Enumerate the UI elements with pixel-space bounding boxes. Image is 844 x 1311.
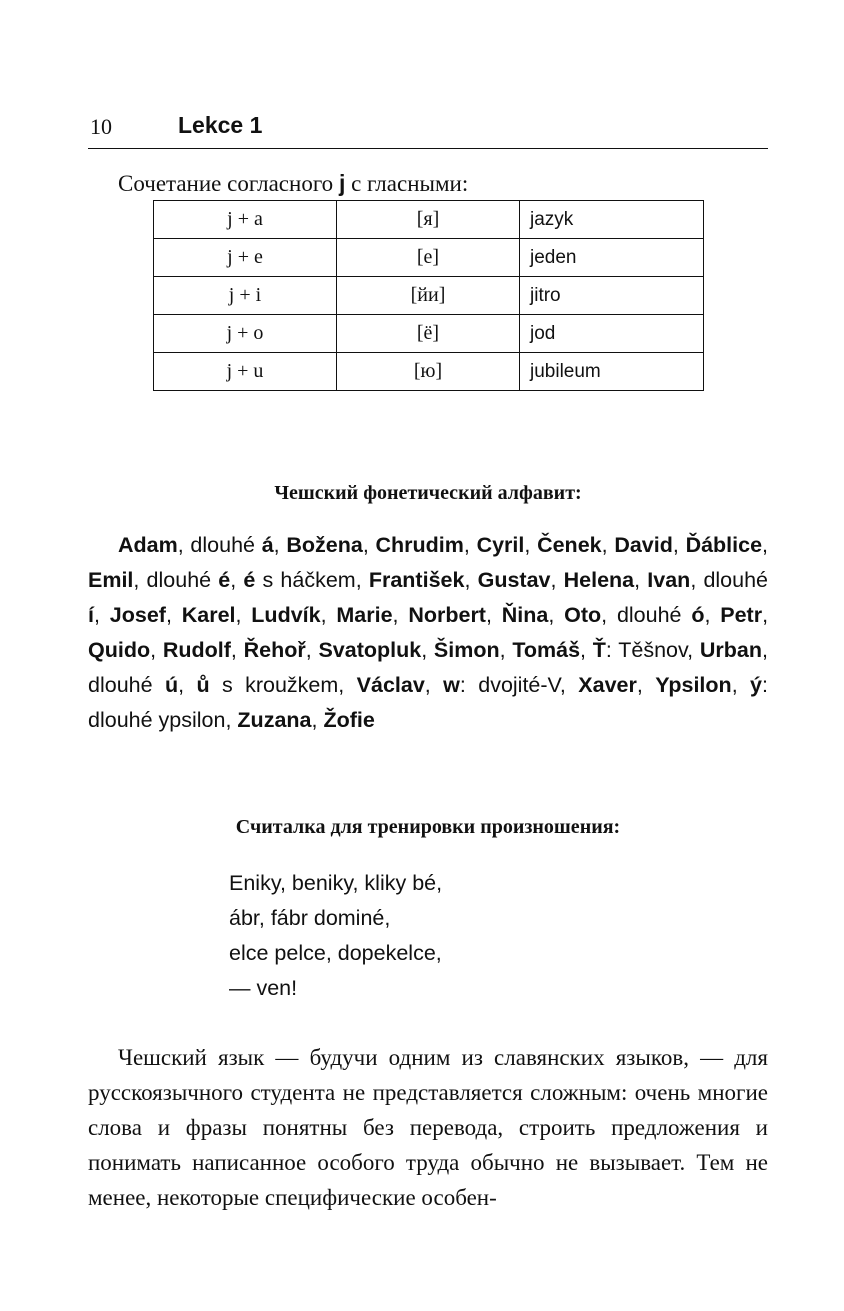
- alphabet-text-run: ,: [463, 533, 477, 557]
- alphabet-text-run: ,: [636, 673, 656, 697]
- alphabet-code-word: Ďáblice: [685, 533, 763, 557]
- alphabet-code-word: Rudolf: [162, 638, 231, 662]
- alphabet-code-word: Čenek: [537, 533, 602, 557]
- alphabet-code-word: é: [243, 568, 256, 592]
- alphabet-text-run: dlouhé: [190, 533, 262, 557]
- alphabet-code-word: Ňina: [501, 603, 549, 627]
- alphabet-code-word: Svatopluk: [318, 638, 422, 662]
- alphabet-text-run: ,: [235, 603, 252, 627]
- alphabet-code-word: Norbert: [408, 603, 486, 627]
- rhyme-line: ábr, fábr dominé,: [229, 906, 391, 930]
- body-paragraph: Чешский язык — будучи одним из славянских языков, — для русскоязычного студента не представляется сложным: очень многие слова и фразы понятны без перевода, строить предложения и понимать написанное особого труда обычно не вызывает. Тем не менее, некоторые специфические особен-: [88, 1045, 768, 1210]
- alphabet-code-word: František: [368, 568, 465, 592]
- alphabet-code-word: Xaver: [578, 673, 637, 697]
- alphabet-code-word: Ivan: [647, 568, 691, 592]
- lesson-title: Lekce 1: [178, 112, 263, 138]
- alphabet-code-word: Karel: [181, 603, 236, 627]
- alphabet-code-word: David: [614, 533, 673, 557]
- alphabet-text-run: ,: [690, 568, 704, 592]
- combo-cell: j + a: [154, 201, 337, 239]
- alphabet-text-run: s kroužkem,: [209, 673, 357, 697]
- alphabet-code-word: Zuzana: [237, 708, 312, 732]
- alphabet-code-word: Ludvík: [251, 603, 321, 627]
- alphabet-code-word: é: [218, 568, 231, 592]
- alphabet-code-word: á: [261, 533, 274, 557]
- alphabet-code-word: Emil: [88, 568, 134, 592]
- combo-cell: j + u: [154, 353, 337, 391]
- alphabet-text-run: ,: [762, 603, 769, 627]
- example-cell: jazyk: [520, 201, 704, 239]
- alphabet-text-run: dlouhé: [88, 673, 165, 697]
- alphabet-text-run: dlouhé: [146, 568, 219, 592]
- alphabet-text-run: ,: [762, 638, 768, 662]
- alphabet-text-run: ,: [165, 603, 182, 627]
- alphabet-text-run: ,: [485, 603, 502, 627]
- alphabet-code-word: Marie: [336, 603, 393, 627]
- alphabet-text-run: ,: [424, 673, 444, 697]
- alphabet-code-word: Quido: [88, 638, 151, 662]
- alphabet-code-word: Oto: [564, 603, 602, 627]
- alphabet-text-run: ,: [311, 708, 324, 732]
- alphabet-text-run: s háčkem,: [255, 568, 369, 592]
- alphabet-text-run: ,: [362, 533, 376, 557]
- page-number: 10: [90, 114, 112, 139]
- alphabet-text-run: ,: [421, 638, 434, 662]
- sound-cell: [йи]: [337, 277, 520, 315]
- alphabet-code-word: Žofie: [323, 708, 375, 732]
- alphabet-text-run: ,: [499, 638, 513, 662]
- alphabet-text: [88, 528, 768, 738]
- rhyme-line: — ven!: [229, 976, 298, 1000]
- alphabet-text-run: ,: [601, 603, 617, 627]
- intro-prefix: Сочетание согласного: [118, 171, 339, 196]
- alphabet-text-run: ,: [704, 603, 721, 627]
- table-row: [154, 201, 704, 239]
- alphabet-code-word: Řehoř: [243, 638, 306, 662]
- alphabet-code-word: Cyril: [476, 533, 525, 557]
- alphabet-text-run: : Těšnov,: [605, 638, 700, 662]
- intro-suffix: с гласными:: [345, 171, 469, 196]
- alphabet-text-run: ,: [177, 533, 191, 557]
- alphabet-text-run: ,: [731, 673, 751, 697]
- alphabet-code-word: Josef: [109, 603, 166, 627]
- alphabet-text-run: ,: [230, 568, 244, 592]
- alphabet-text-run: ,: [150, 638, 163, 662]
- alphabet-code-word: Adam: [118, 533, 178, 557]
- sound-cell: [е]: [337, 239, 520, 277]
- alphabet-code-word: Helena: [563, 568, 635, 592]
- alphabet-code-word: í: [88, 603, 94, 627]
- rhyme-line: Eniky, beniky, kliky bé,: [229, 871, 443, 895]
- example-cell: jeden: [520, 239, 704, 277]
- alphabet-code-word: w: [443, 673, 460, 697]
- sound-cell: [ё]: [337, 315, 520, 353]
- alphabet-text-run: ,: [392, 603, 409, 627]
- rhyme-heading: Считалка для тренировки произношения:: [235, 816, 621, 838]
- alphabet-text-run: ,: [464, 568, 478, 592]
- alphabet-text-run: ,: [634, 568, 648, 592]
- alphabet-text-run: ,: [133, 568, 147, 592]
- alphabet-code-word: Václav: [356, 673, 425, 697]
- alphabet-text-run: ,: [601, 533, 615, 557]
- rhyme-line: elce pelce, dopekelce,: [229, 941, 442, 965]
- alphabet-text-run: ,: [524, 533, 538, 557]
- alphabet-heading: Чешский фонетический алфавит:: [274, 482, 582, 504]
- table-row: [154, 353, 704, 391]
- alphabet-code-word: Šimon: [433, 638, 500, 662]
- combo-cell: j + e: [154, 239, 337, 277]
- alphabet-code-word: Petr: [720, 603, 763, 627]
- example-cell: jitro: [520, 277, 704, 315]
- combo-cell: j + i: [154, 277, 337, 315]
- alphabet-text-run: ,: [762, 533, 769, 557]
- page-header: [88, 112, 768, 149]
- example-cell: jubileum: [520, 353, 704, 391]
- alphabet-code-word: ú: [164, 673, 179, 697]
- alphabet-code-word: ý: [750, 673, 763, 697]
- alphabet-text-run: ,: [548, 603, 565, 627]
- alphabet-code-word: Gustav: [477, 568, 551, 592]
- alphabet-text-run: ,: [672, 533, 686, 557]
- alphabet-text-run: dlouhé: [703, 568, 769, 592]
- alphabet-text-run: ,: [580, 638, 593, 662]
- alphabet-text-run: dlouhé: [616, 603, 692, 627]
- alphabet-code-word: Chrudim: [375, 533, 464, 557]
- sound-cell: [ю]: [337, 353, 520, 391]
- alphabet-code-word: Božena: [286, 533, 363, 557]
- example-cell: jod: [520, 315, 704, 353]
- alphabet-text-run: ,: [93, 603, 110, 627]
- combo-cell: j + o: [154, 315, 337, 353]
- alphabet-code-word: Urban: [699, 638, 762, 662]
- alphabet-code-word: Ť: [592, 638, 606, 662]
- j-vowel-table: [153, 200, 704, 391]
- sound-cell: [я]: [337, 201, 520, 239]
- table-intro: [118, 170, 468, 197]
- rhyme-verse: [229, 866, 442, 1006]
- alphabet-code-word: Ypsilon: [655, 673, 732, 697]
- alphabet-code-word: Tomáš: [512, 638, 581, 662]
- alphabet-text-run: ,: [178, 673, 197, 697]
- intro-letter: j: [338, 170, 346, 196]
- alphabet-text-run: ,: [320, 603, 337, 627]
- table-row: [154, 315, 704, 353]
- table-row: [154, 239, 704, 277]
- alphabet-code-word: ů: [196, 673, 210, 697]
- alphabet-text-run: : dlouhé ypsilon,: [88, 673, 768, 732]
- table-row: [154, 277, 704, 315]
- alphabet-text-run: ,: [273, 533, 287, 557]
- alphabet-text-run: : dvojité-V,: [459, 673, 579, 697]
- alphabet-text-run: ,: [550, 568, 564, 592]
- alphabet-text-run: ,: [230, 638, 244, 662]
- alphabet-text-run: ,: [305, 638, 319, 662]
- alphabet-code-word: ó: [691, 603, 705, 627]
